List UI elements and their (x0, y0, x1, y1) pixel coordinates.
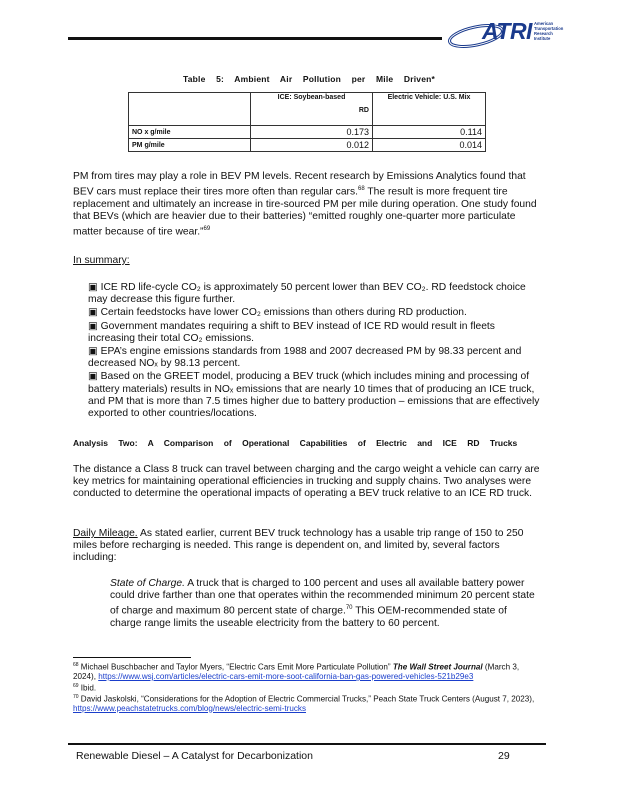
bullet-box-icon: ▣ (88, 320, 98, 332)
summary-heading: In summary: (73, 255, 130, 266)
table-corner-cell (129, 93, 251, 126)
footnote-ref: 70 (345, 605, 353, 612)
list-item: ▣ ICE RD life-cycle CO₂ is approximately 50 percent lower than BEV CO₂. RD feedstock choice may decrease this figure further. (88, 282, 526, 306)
emissions-table (128, 92, 486, 152)
footnote-link[interactable]: https://www.wsj.com/articles/electric-cars-emit-more-soot-california-ban-gas-powered-vehicles-521b29e3 (98, 672, 474, 682)
col-ev-header: Electric Vehicle: U.S. Mix (373, 93, 486, 126)
bullet-box-icon: ▣ (88, 282, 98, 293)
footnote-ref: 69 (203, 226, 211, 233)
logo-subtitle: American Transportation Research Institute (534, 21, 564, 41)
footnote-link[interactable]: https://www.peachstatetrucks.com/blog/news/electric-semi-trucks (73, 703, 306, 713)
list-item: ▣ Based on the GREET model, producing a BEV truck (which includes mining and processing of battery materials) results in NOₓ emissions that are nearly 10 times that of producing an ICE truck, and PM that is more than 7.5 times higher due to battery production – emissions that are effectively exported to other countries/locations. (88, 371, 540, 420)
header-rule (68, 37, 442, 40)
list-item: ▣ Certain feedstocks have lower CO₂ emissions than others during RD production. (88, 307, 467, 319)
paragraph-state-of-charge: State of Charge. A truck that is charged to 100 percent and uses all available battery power could drive farther than one that operates within the recommended minimum 20 percent state of charge and maximum 80 percent state of charge.$^{70}$ This OEM-recommended state of charge range limits the useable electricity from the battery to 60 percent. (110, 578, 535, 630)
table-row: NO x g/mile 0.173 0.114 (129, 126, 486, 139)
paragraph-tire-pm: PM from tires may play a role in BEV PM levels. Recent research by Emissions Analytics found that BEV cars must replace their tires more often than regular cars.$^{68}$ The result is more frequent tire replacement and ultimately an increase in tire-sourced PM per mile during operation. One study found that BEVs (which are heavier due to their batteries) “emitted roughly one-quarter more particulate matter because of tire wear.”$^{69}$ (73, 171, 537, 238)
footnote-68: $^{68}$ Michael Buschbacher and Taylor Myers, “Electric Cars Emit More Particulate Pollution” The Wall Street Journal (March 3, 2024), https://www.wsj.com/articles/electric-cars-emit-more-soot-california-ban-gas-powered-vehicles-521b29e3 (73, 662, 520, 682)
paragraph-operational: The distance a Class 8 truck can travel between charging and the cargo weight a vehicle can carry are key metrics for maintaining operational efficiencies in trucking and supply chains. Two analyses were conducted to determine the operational impacts of operating a BEV truck relative to an ICE RD truck. (73, 464, 540, 500)
col-ice-header: ICE: Soybean-based RD (251, 93, 373, 126)
logo-wordmark: ATRI (482, 18, 532, 44)
footnote-69: $^{69}$ Ibid. (73, 682, 97, 693)
summary-list (88, 282, 543, 421)
footnotes (73, 661, 543, 713)
bullet-box-icon: ▣ (88, 371, 98, 383)
list-item: ▣ Government mandates requiring a shift to BEV instead of ICE RD would result in fleets increasing their total CO₂ emissions. (88, 320, 495, 344)
list-item: ▣ EPA’s engine emissions standards from 1988 and 2007 decreased PM by 98.33 percent and decreased NOₓ by 98.13 percent. (88, 346, 522, 370)
paragraph-daily-mileage: Daily Mileage. As stated earlier, current BEV truck technology has a usable trip range of 150 to 250 miles before recharging is needed. This range is dependent on, and limited by, several factors including: (73, 528, 524, 564)
atri-logo (448, 16, 564, 50)
footer-rule (68, 743, 546, 745)
bullet-box-icon: ▣ (88, 346, 98, 358)
footnote-ref: 68 (358, 186, 365, 193)
table-row: PM g/mile 0.012 0.014 (129, 139, 486, 152)
table-caption: Table 5: Ambient Air Pollution per Mile Driven* (182, 74, 436, 84)
section-heading: Analysis Two: A Comparison of Operational Capabilities of Electric and ICE RD Trucks (73, 438, 518, 448)
footnote-70: $^{70}$ David Jaskolski, “Considerations for the Adoption of Electric Commercial Trucks,” Peach State Truck Centers (August 7, 2023), https://www.peachstatetrucks.com/blog/news/electric-semi-trucks (73, 693, 535, 713)
bullet-box-icon: ▣ (88, 307, 98, 319)
footer-title: Renewable Diesel – A Catalyst for Decarbonization (76, 750, 313, 762)
page-number: 29 (498, 750, 510, 762)
footnote-rule (73, 657, 191, 658)
